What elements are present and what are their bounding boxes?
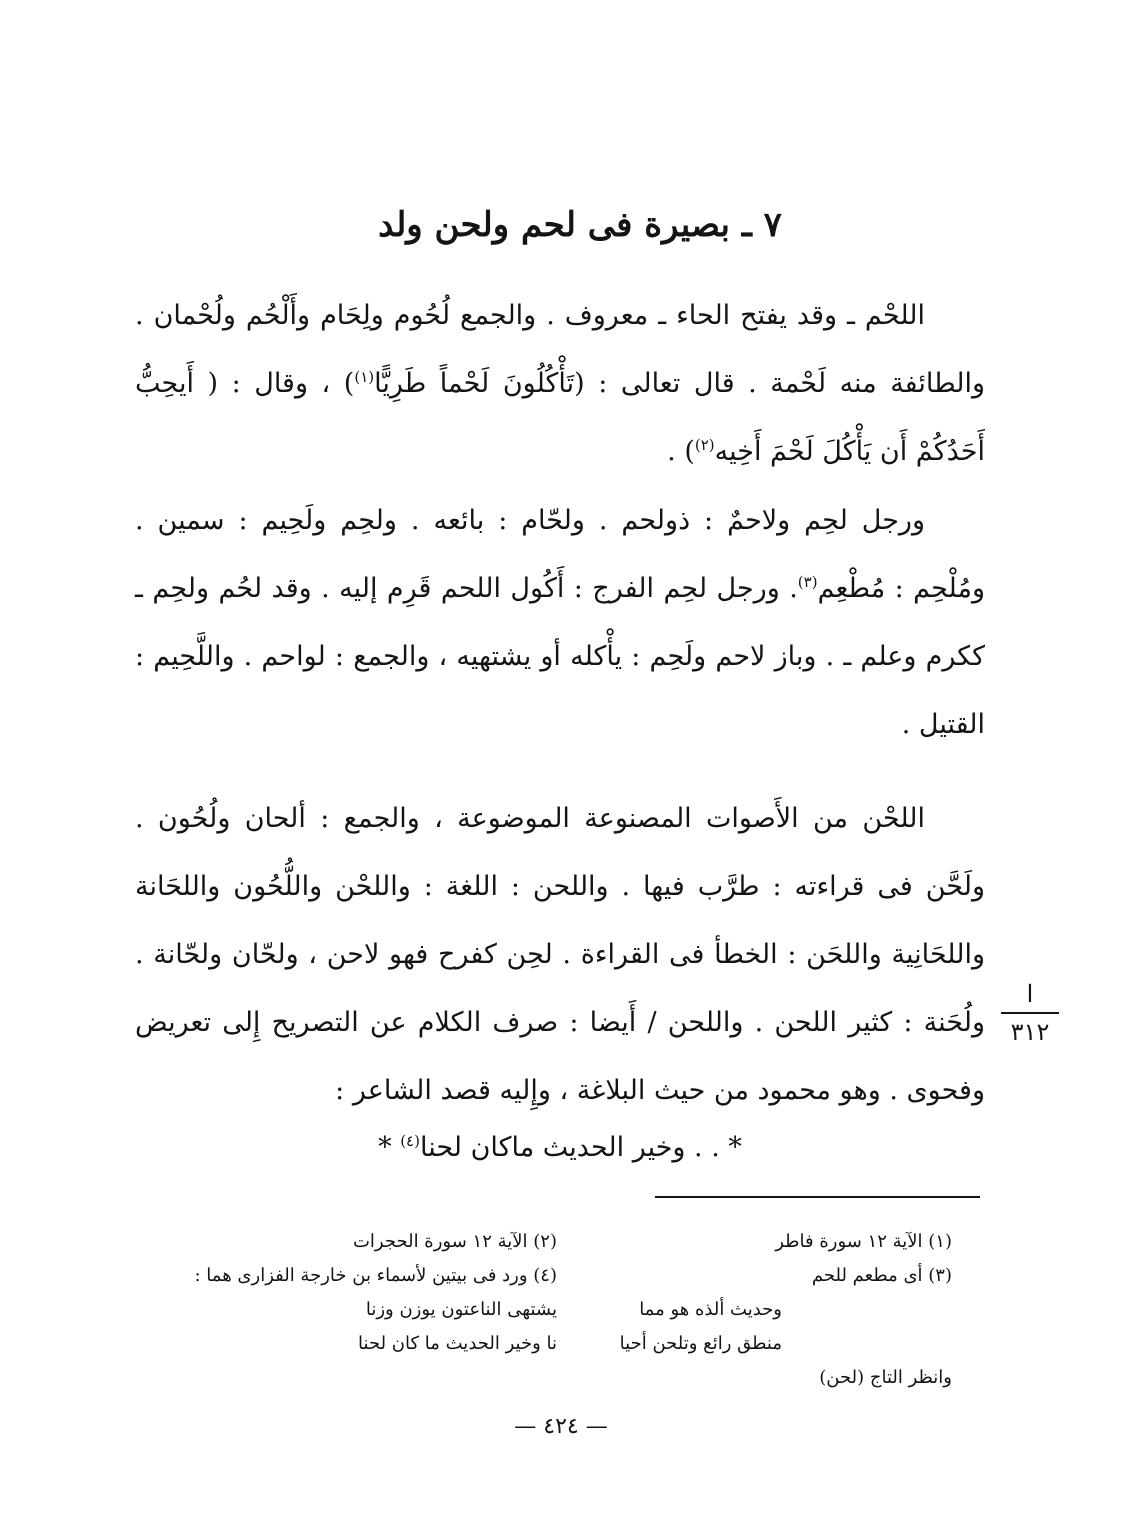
- section-title: ٧ ـ بصيرة فى لحم ولحن ولد: [378, 205, 782, 245]
- margin-note-bottom: ٣١٢: [1010, 1018, 1050, 1046]
- margin-page-reference: [995, 980, 1065, 1046]
- footnote-1: (١) الآية ١٢ سورة فاطر: [775, 1231, 952, 1252]
- footnote-ref-2[interactable]: (٢): [694, 436, 715, 454]
- paragraph-text: اللحْم ـ وقد يفتح الحاء ـ معروف . والجمع لُحُوم ولِحَام وأَلْحُم ولُحْمان . والطائفة منه لَحْمة . قال تعالى : (تَأْكُلُونَ لَحْماً طَرِيًّا: [135, 300, 986, 399]
- footnote-3: (٣) أى مطعم للحم: [811, 1265, 952, 1286]
- verse-end-mark: *: [378, 1132, 392, 1163]
- verse-text: * . . وخير الحديث ماكان لحنا: [419, 1132, 742, 1163]
- footnote-ref-1[interactable]: (١): [354, 368, 375, 386]
- footnote-2: (٢) الآية ١٢ سورة الحجرات: [352, 1231, 557, 1252]
- poem-line-2-left: نا وخير الحديث ما كان لحنا: [358, 1333, 557, 1354]
- footnote-ref-4[interactable]: (٤): [400, 1132, 420, 1150]
- paragraph-lahm-usage: [135, 487, 985, 759]
- poem-line-1-right: وحديث ألذه هو مما: [639, 1299, 782, 1320]
- see-also-note: وانظر التاج (لحن): [819, 1367, 952, 1388]
- verse-quote: [135, 1118, 985, 1178]
- paragraph-text: . ورجل لحِم الفرج : أَكُول اللحم قَرِم إليه . وقد لحُم ولحِم ـ ككرم وعلم ـ . وباز لاحم ولَحِم : يأْكله أو يشتهيه ، والجمع : لواحم . واللَّحِيم : القتيل .: [135, 573, 985, 740]
- margin-note-top: ا: [1026, 980, 1034, 1008]
- paragraph-lahm-intro: [135, 282, 985, 486]
- footnote-ref-3[interactable]: (٣): [797, 573, 818, 591]
- poem-line-2-right: منطق رائع وتلحن أحيا: [619, 1333, 782, 1354]
- paragraph-text: ورجل لحِم ولاحمٌ : ذولحم . ولحّام : بائعه . ولحِم ولَحِيم : سمين . ومُلْحِم : مُطْعِم: [135, 505, 985, 604]
- footnote-separator: [655, 1196, 980, 1198]
- page-number: — ٤٢٤ —: [514, 1414, 608, 1439]
- poem-line-1-left: يشتهى الناعتون يوزن وزنا: [365, 1299, 557, 1320]
- margin-note-divider: [1001, 1012, 1059, 1014]
- paragraph-lahn: [135, 785, 985, 1125]
- paragraph-text: اللحْن من الأَصوات المصنوعة الموضوعة ، والجمع : ألحان ولُحُون . ولَحَّن فى قراءته : طرَّب فيها . واللحن : اللغة : واللحْن واللُّحُون واللحَانة واللحَانِية واللحَن : الخطأ فى القراءة . لحِن كفرح فهو لاحن ، ولحّان ولحّانة . ولُحَنة : كثير اللحن . واللحن / أَيضا : صرف الكلام عن التصريح إِلى تعريض وفحوى . وهو محمود من حيث البلاغة ، وإِليه قصد الشاعر :: [135, 803, 985, 1106]
- footnote-4: (٤) ورد فى بيتين لأسماء بن خارجة الفزارى هما :: [194, 1265, 557, 1286]
- paragraph-text: ) ، وقال : ( أَيحِبُّ أَحَدُكُمْ أَن يَأْكُلَ لَحْمَ أَخِيه: [135, 368, 985, 467]
- paragraph-text: ) .: [667, 436, 695, 467]
